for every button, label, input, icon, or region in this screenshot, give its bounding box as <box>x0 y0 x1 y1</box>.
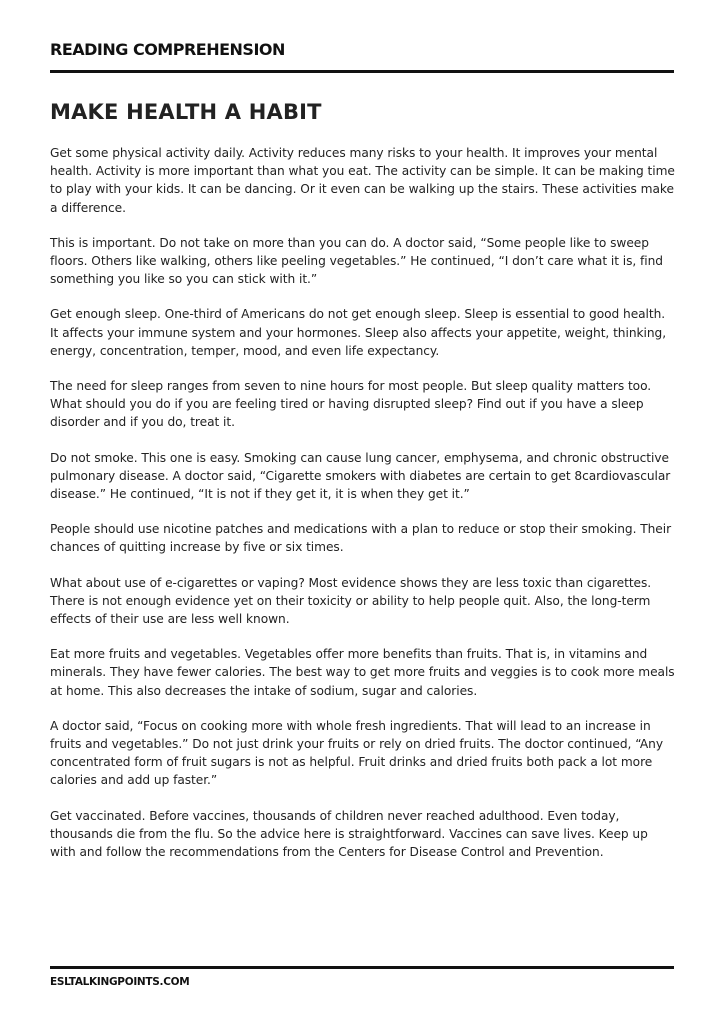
header-divider <box>50 70 674 73</box>
paragraph: What about use of e-cigarettes or vaping? Most evidence shows they are less toxic than cigarettes. There is not enough evidence yet on their toxicity or ability to help people quit. Also, the long-term effects of their use are less well known. <box>50 575 652 627</box>
paragraph: Get vaccinated. Before vaccines, thousands of children never reached adulthood. Even today, thousands die from the flu. So the advice here is straightforward. Vaccines can save lives. Keep up with and follow the recommendations from the Centers for Disease Control and Prevention. <box>50 808 648 860</box>
article-body <box>50 144 676 878</box>
paragraph: This is important. Do not take on more than you can do. A doctor said, “Some people like to sweep floors. Others like walking, others like peeling vegetables.” He continued, “I don’t care what it is, find something you like so you can stick with it.” <box>50 235 663 287</box>
paragraph: People should use nicotine patches and medications with a plan to reduce or stop their smoking. Their chances of quitting increase by five or six times. <box>50 522 672 555</box>
paragraph: Get enough sleep. One-third of Americans do not get enough sleep. Sleep is essential to good health. It affects your immune system and your hormones. Sleep also affects your appetite, weight, thinking, energy, concentration, temper, mood, and even life expectancy. <box>50 307 667 358</box>
paragraph: A doctor said, “Focus on cooking more with whole fresh ingredients. That will lead to an increase in fruits and vegetables.” Do not just drink your fruits or rely on dried fruits. The doctor continued, “Any concentrated form of fruit sugars is not as helpful. Fruit drinks and dried fruits both pack a lot more calories and add up faster.” <box>50 718 664 788</box>
section-label: READING COMPREHENSION <box>50 40 285 59</box>
paragraph: Get some physical activity daily. Activity reduces many risks to your health. It improves your mental health. Activity is more important than what you eat. The activity can be simple. It can be making time to play with your kids. It can be dancing. Or it even can be walking up the stairs. These activities make a difference. <box>50 146 675 215</box>
article-title: MAKE HEALTH A HABIT <box>50 100 322 124</box>
paragraph: Do not smoke. This one is easy. Smoking can cause lung cancer, emphysema, and chronic obstructive pulmonary disease. A doctor said, “Cigarette smokers with diabetes are certain to get 8cardiovascular disease.” He continued, “It is not if they get it, it is when they get it.” <box>50 450 671 502</box>
paragraph: Eat more fruits and vegetables. Vegetables offer more benefits than fruits. That is, in vitamins and minerals. They have fewer calories. The best way to get more fruits and veggies is to cook more meals at home. This also decreases the intake of sodium, sugar and calories. <box>50 647 675 698</box>
footer-divider <box>50 966 674 969</box>
paragraph: The need for sleep ranges from seven to nine hours for most people. But sleep quality matters too. What should you do if you are feeling tired or having disrupted sleep? Find out if you have a sleep disorder and if you do, treat it. <box>50 379 652 430</box>
site-credit: ESLTALKINGPOINTS.COM <box>50 976 190 988</box>
